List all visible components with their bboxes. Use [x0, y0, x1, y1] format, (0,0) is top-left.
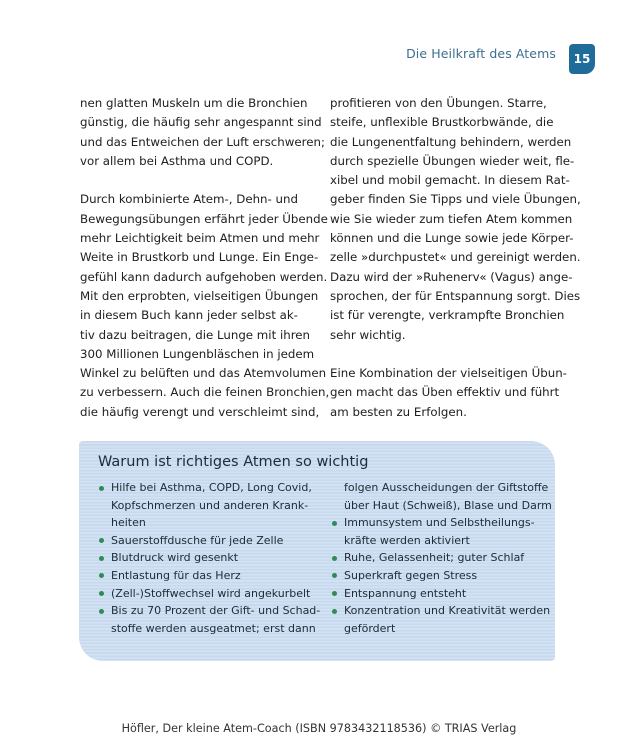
bullet-text-line: kräfte werden aktiviert [344, 533, 470, 547]
bullet-text-line: Konzentration und Kreativität werden [344, 604, 551, 618]
bullet-item [331, 602, 561, 637]
bullet-item [331, 514, 561, 549]
bullet-text-line: folgen Ausscheidungen der Giftstoffe [344, 481, 549, 494]
text-line: zelle »durchpustet« und gereinigt werden. [330, 250, 581, 265]
bullet-text-line: Entspannung entsteht [344, 586, 467, 600]
bullet-text-line: gefördert [344, 621, 396, 635]
text-line: können und die Lunge sowie jede Körper- [330, 231, 574, 246]
bullet-item [331, 549, 561, 567]
text-line: xibel und mobil gemacht. In diesem Rat- [330, 173, 570, 188]
text-line: und das Entweichen der Luft erschweren; [80, 134, 325, 149]
text-line: tiv dazu beitragen, die Lunge mit ihren [80, 327, 311, 342]
text-line: steife, unflexible Brustkorbwände, die [330, 115, 554, 130]
info-box [79, 441, 555, 661]
bullet-item [331, 479, 561, 514]
text-line: Dazu wird der »Ruhenerv« (Vagus) ange- [330, 269, 573, 284]
bullet-item [98, 567, 328, 585]
bullet-dot-icon [332, 573, 337, 578]
text-line: am besten zu Erfolgen. [330, 404, 467, 419]
text-line: günstig, die häufig sehr angespannt sind [80, 115, 322, 130]
text-line: die Lungenentfaltung behindern, werden [330, 134, 572, 149]
bullet-text-line: Ruhe, Gelassenheit; guter Schlaf [344, 551, 525, 565]
paragraph [330, 364, 567, 422]
text-line: nen glatten Muskeln um die Bronchien [80, 96, 308, 110]
text-line: Mit den erprobten, vielseitigen Übungen [80, 288, 319, 303]
text-line: 300 Millionen Lungenbläschen in jedem [80, 346, 315, 361]
text-line: die häufig verengt und verschleimt sind, [80, 404, 320, 419]
text-line: Eine Kombination der vielseitigen Übun- [330, 366, 567, 381]
bullet-list-left [98, 479, 328, 637]
bullet-list-right [331, 479, 561, 637]
info-box-title: Warum ist richtiges Atmen so wichtig [98, 454, 369, 470]
running-header: Die Heilkraft des Atems [406, 46, 556, 61]
text-line: sprochen, der für Entspannung sorgt. Dies [330, 288, 581, 303]
bullet-text-line: Entlastung für das Herz [111, 568, 241, 582]
text-line: geber finden Sie Tipps und viele Übungen, [330, 192, 581, 207]
bullet-text-line: Bis zu 70 Prozent der Gift- und Schad- [111, 604, 321, 618]
bullet-text-line: über Haut (Schweiß), Blase und Darm [344, 498, 552, 512]
body-column-right [330, 94, 581, 422]
bullet-dot-icon [99, 556, 104, 561]
footer-citation: Höfler, Der kleine Atem-Coach (ISBN 9783432118536) © TRIAS Verlag [121, 722, 517, 735]
text-line: Weite in Brustkorb und Lunge. Ein Enge- [80, 250, 319, 265]
bullet-text-line: Kopfschmerzen und anderen Krank- [111, 498, 309, 512]
bullet-dot-icon [99, 486, 104, 491]
text-line: zu verbessern. Auch die feinen Bronchien, [80, 385, 330, 400]
bullet-item [98, 602, 328, 637]
bullet-dot-icon [99, 591, 104, 596]
body-column-left [80, 94, 330, 422]
text-line: Durch kombinierte Atem-, Dehn- und [80, 192, 298, 207]
bullet-text-line: Immunsystem und Selbstheilungs- [344, 516, 535, 530]
bullet-dot-icon [332, 591, 337, 596]
paragraph [330, 94, 581, 345]
bullet-item [98, 479, 328, 532]
text-line: mehr Leichtigkeit beim Atmen und mehr [80, 231, 320, 246]
bullet-item [98, 532, 328, 550]
bullet-dot-icon [99, 538, 104, 543]
bullet-text-line: heiten [111, 516, 146, 530]
bullet-text-line: Superkraft gegen Stress [344, 568, 478, 582]
text-line: sehr wichtig. [330, 327, 406, 342]
page-number-badge: 15 [569, 44, 595, 74]
text-line: profitieren von den Übungen. Starre, [330, 96, 547, 110]
text-line: Bewegungsübungen erfährt jeder Übende [80, 211, 328, 226]
bullet-dot-icon [99, 609, 104, 614]
bullet-item [331, 585, 561, 603]
bullet-text-line: Hilfe bei Asthma, COPD, Long Covid, [111, 481, 312, 494]
text-line: wie Sie wieder zum tiefen Atem kommen [330, 211, 573, 226]
text-line: gefühl kann dadurch aufgehoben werden. [80, 269, 328, 284]
bullet-dot-icon [332, 609, 337, 614]
text-line: in diesem Buch kann jeder selbst ak- [80, 308, 298, 323]
bullet-text-line: Sauerstoffdusche für jede Zelle [111, 533, 284, 547]
bullet-text-line: stoffe werden ausgeatmet; erst dann [111, 621, 316, 635]
bullet-text-line: Blutdruck wird gesenkt [111, 551, 239, 565]
bullet-item [98, 585, 328, 603]
bullet-dot-icon [332, 556, 337, 561]
paragraph [80, 94, 325, 171]
bullet-dot-icon [332, 521, 337, 526]
bullet-text-line: (Zell-)Stoffwechsel wird angekurbelt [111, 586, 311, 600]
bullet-dot-icon [99, 573, 104, 578]
paragraph [80, 190, 330, 422]
text-line: ist für verengte, verkrampfte Bronchien [330, 308, 565, 323]
bullet-item [98, 549, 328, 567]
text-line: vor allem bei Asthma und COPD. [80, 153, 274, 168]
bullet-item [331, 567, 561, 585]
text-line: gen macht das Üben effektiv und führt [330, 385, 560, 400]
text-line: Winkel zu belüften und das Atemvolumen [80, 366, 327, 381]
text-line: durch spezielle Übungen wieder weit, fle- [330, 153, 575, 168]
